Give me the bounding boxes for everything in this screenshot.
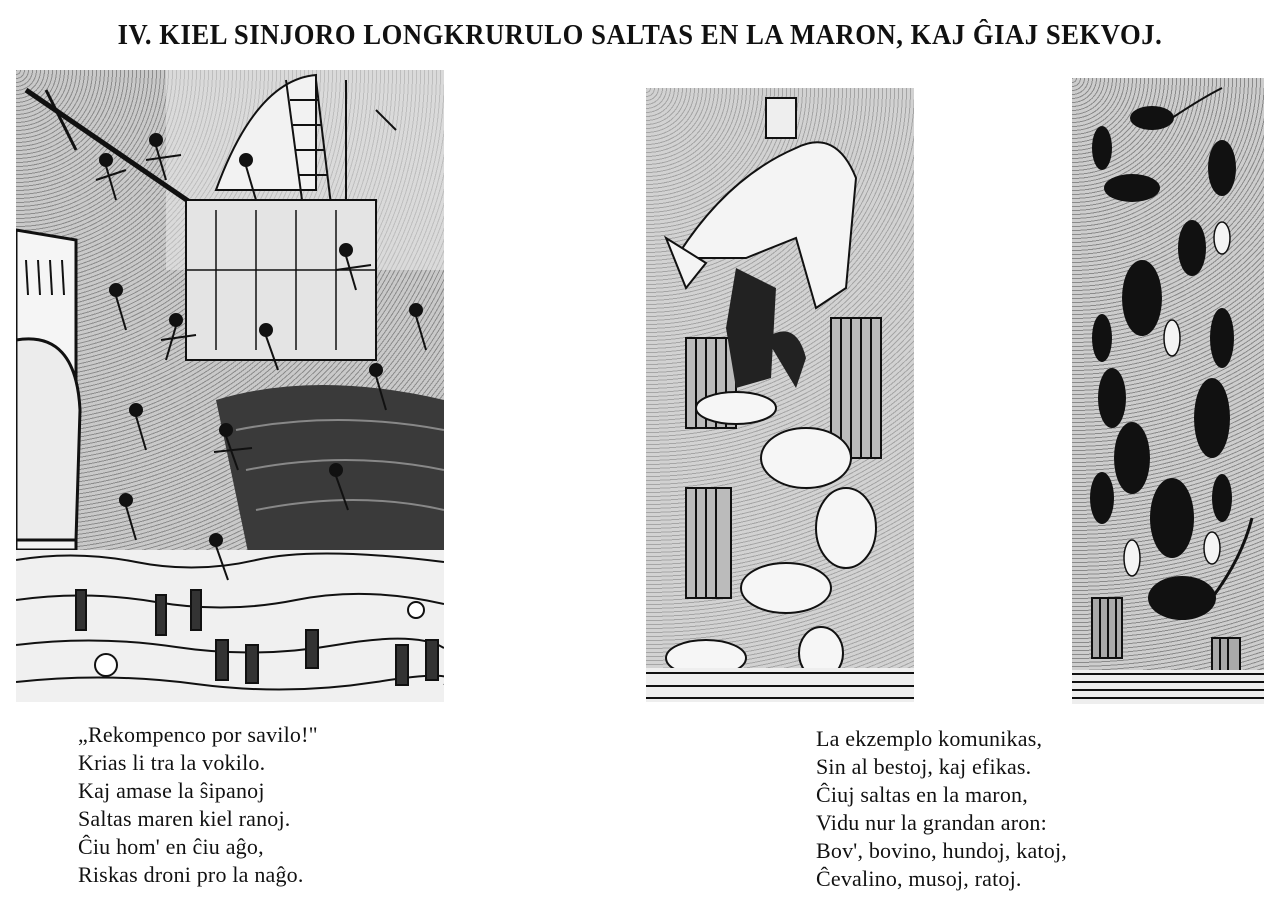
verse-line: Riskas droni pro la naĝo. bbox=[78, 862, 304, 887]
verse-line: Kaj amase la ŝipanoj bbox=[78, 778, 265, 803]
verse-line: Ĉevalino, musoj, ratoj. bbox=[816, 866, 1022, 891]
animals-falling-illustration bbox=[646, 88, 914, 702]
verse-line: Vidu nur la grandan aron: bbox=[816, 810, 1047, 835]
verse-line: Sin al bestoj, kaj efikas. bbox=[816, 754, 1032, 779]
verse-line: Saltas maren kiel ranoj. bbox=[78, 806, 291, 831]
ship-people-jumping-illustration bbox=[16, 70, 444, 702]
verse-left bbox=[78, 721, 318, 889]
verse-line: „Rekompenco por savilo!" bbox=[78, 722, 318, 747]
rats-falling-illustration bbox=[1072, 78, 1264, 704]
verse-line: Bov', bovino, hundoj, katoj, bbox=[816, 838, 1067, 863]
page-title: IV. KIEL SINJORO LONGKRURULO SALTAS EN LA MARON, KAJ ĜIAJ SEKVOJ. bbox=[117, 20, 1163, 51]
verse-line: Ĉiu hom' en ĉiu aĝo, bbox=[78, 834, 264, 859]
verse-line: Ĉiuj saltas en la maron, bbox=[816, 782, 1028, 807]
verse-line: La ekzemplo komunikas, bbox=[816, 726, 1043, 751]
verse-line: Krias li tra la vokilo. bbox=[78, 750, 266, 775]
verse-right bbox=[816, 725, 1067, 893]
